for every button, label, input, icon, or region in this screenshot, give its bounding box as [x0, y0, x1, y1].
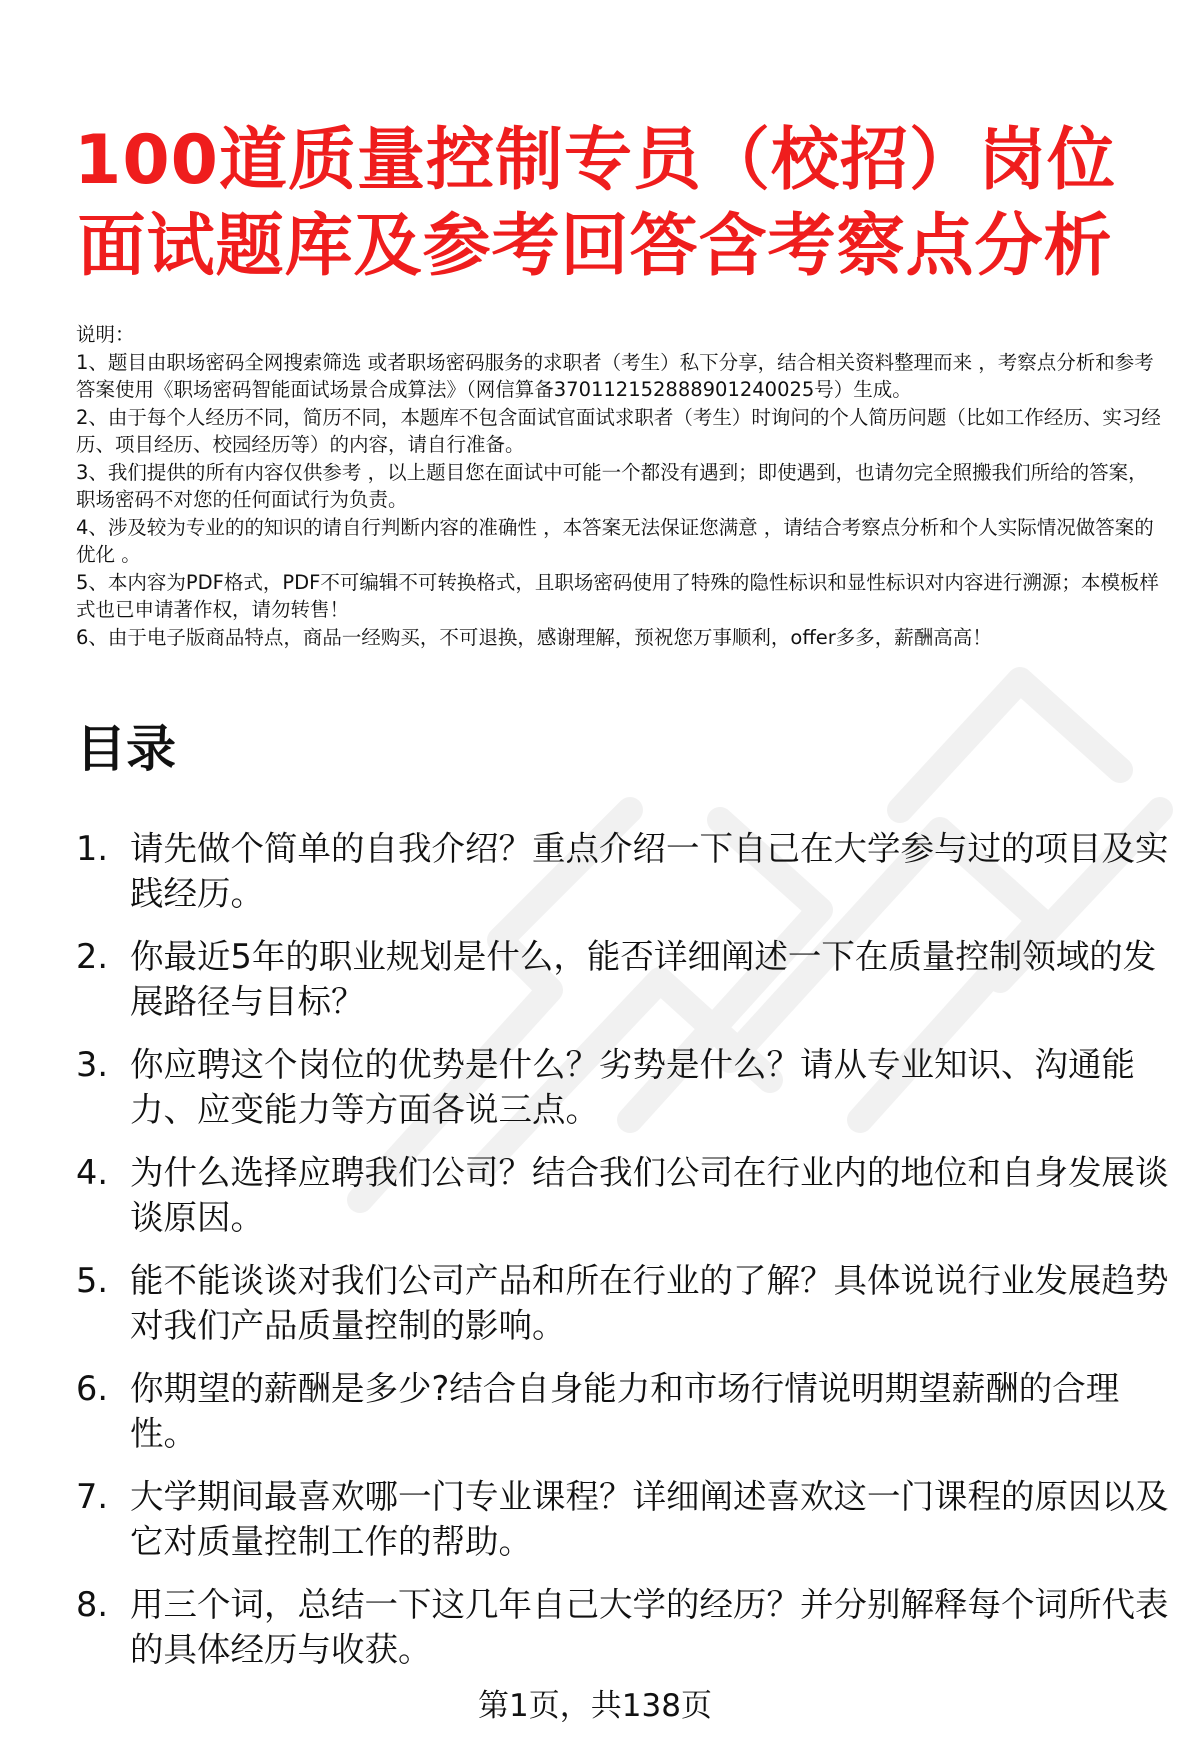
toc-item-text: 你最近5年的职业规划是什么，能否详细阐述一下在质量控制领域的发展路径与目标？ — [130, 937, 1157, 1021]
toc-item-number: 8. — [76, 1585, 108, 1624]
toc-item-text: 为什么选择应聘我们公司？结合我们公司在行业内的地位和自身发展谈谈原因。 — [130, 1153, 1169, 1237]
note-item: 2、由于每个人经历不同，简历不同，本题库不包含面试官面试求职者（考生）时询问的个人简历问题（比如工作经历、实习经历、项目经历、校园经历等）的内容，请自行准备。 — [76, 405, 1161, 456]
note-item: 5、本内容为PDF格式，PDF不可编辑不可转换格式，且职场密码使用了特殊的隐性标识和显性标识对内容进行溯源；本模板样式也已申请著作权，请勿转售！ — [76, 570, 1159, 621]
toc-item — [76, 1042, 1171, 1150]
toc-heading: 目录 — [76, 720, 176, 778]
notes-section — [76, 321, 1166, 651]
toc-item-number: 7. — [76, 1477, 108, 1516]
toc-item — [76, 1582, 1171, 1690]
toc-item-number: 2. — [76, 937, 108, 976]
toc-item — [76, 1258, 1171, 1366]
toc-item — [76, 1474, 1171, 1582]
toc-item-number: 5. — [76, 1261, 108, 1300]
toc-item — [76, 826, 1171, 934]
document-title: 100道质量控制专员（校招）岗位面试题库及参考回答含考察点分析 — [74, 121, 1116, 286]
notes-heading: 说明： — [76, 323, 135, 346]
toc-item-text: 大学期间最喜欢哪一门专业课程？详细阐述喜欢这一门课程的原因以及它对质量控制工作的帮助。 — [130, 1477, 1169, 1561]
note-item: 4、涉及较为专业的的知识的请自行判断内容的准确性 ，本答案无法保证您满意 ，请结合考察点分析和个人实际情况做答案的优化 。 — [76, 515, 1154, 566]
toc-item-text: 请先做个简单的自我介绍？重点介绍一下自己在大学参与过的项目及实践经历。 — [130, 829, 1169, 913]
note-item: 6、由于电子版商品特点，商品一经购买，不可退换，感谢理解，预祝您万事顺利，offer多多，薪酬高高！ — [76, 625, 992, 649]
page-footer: 第1页，共138页 — [478, 1688, 712, 1724]
toc-item-text: 能不能谈谈对我们公司产品和所在行业的了解？具体说说行业发展趋势对我们产品质量控制的影响。 — [130, 1261, 1169, 1345]
toc-item — [76, 934, 1171, 1042]
toc-list — [76, 826, 1171, 1690]
note-item: 1、题目由职场密码全网搜索筛选 或者职场密码服务的求职者（考生）私下分享，结合相关资料整理而来 ，考察点分析和参考答案使用《职场密码智能面试场景合成算法》（网信算备370112152888901240025号）生成。 — [76, 350, 1154, 401]
toc-item-number: 4. — [76, 1153, 108, 1192]
toc-item-text: 用三个词，总结一下这几年自己大学的经历？并分别解释每个词所代表的具体经历与收获。 — [130, 1585, 1169, 1669]
toc-item-number: 6. — [76, 1369, 108, 1408]
toc-item-number: 3. — [76, 1045, 108, 1084]
toc-item-text: 你期望的薪酬是多少?结合自身能力和市场行情说明期望薪酬的合理性。 — [130, 1369, 1120, 1453]
toc-item-number: 1. — [76, 829, 108, 868]
note-item: 3、我们提供的所有内容仅供参考 ，以上题目您在面试中可能一个都没有遇到；即使遇到，也请勿完全照搬我们所给的答案，职场密码不对您的任何面试行为负责。 — [76, 460, 1148, 511]
toc-item — [76, 1366, 1171, 1474]
toc-item-text: 你应聘这个岗位的优势是什么？劣势是什么？请从专业知识、沟通能力、应变能力等方面各说三点。 — [130, 1045, 1135, 1129]
toc-item — [76, 1150, 1171, 1258]
